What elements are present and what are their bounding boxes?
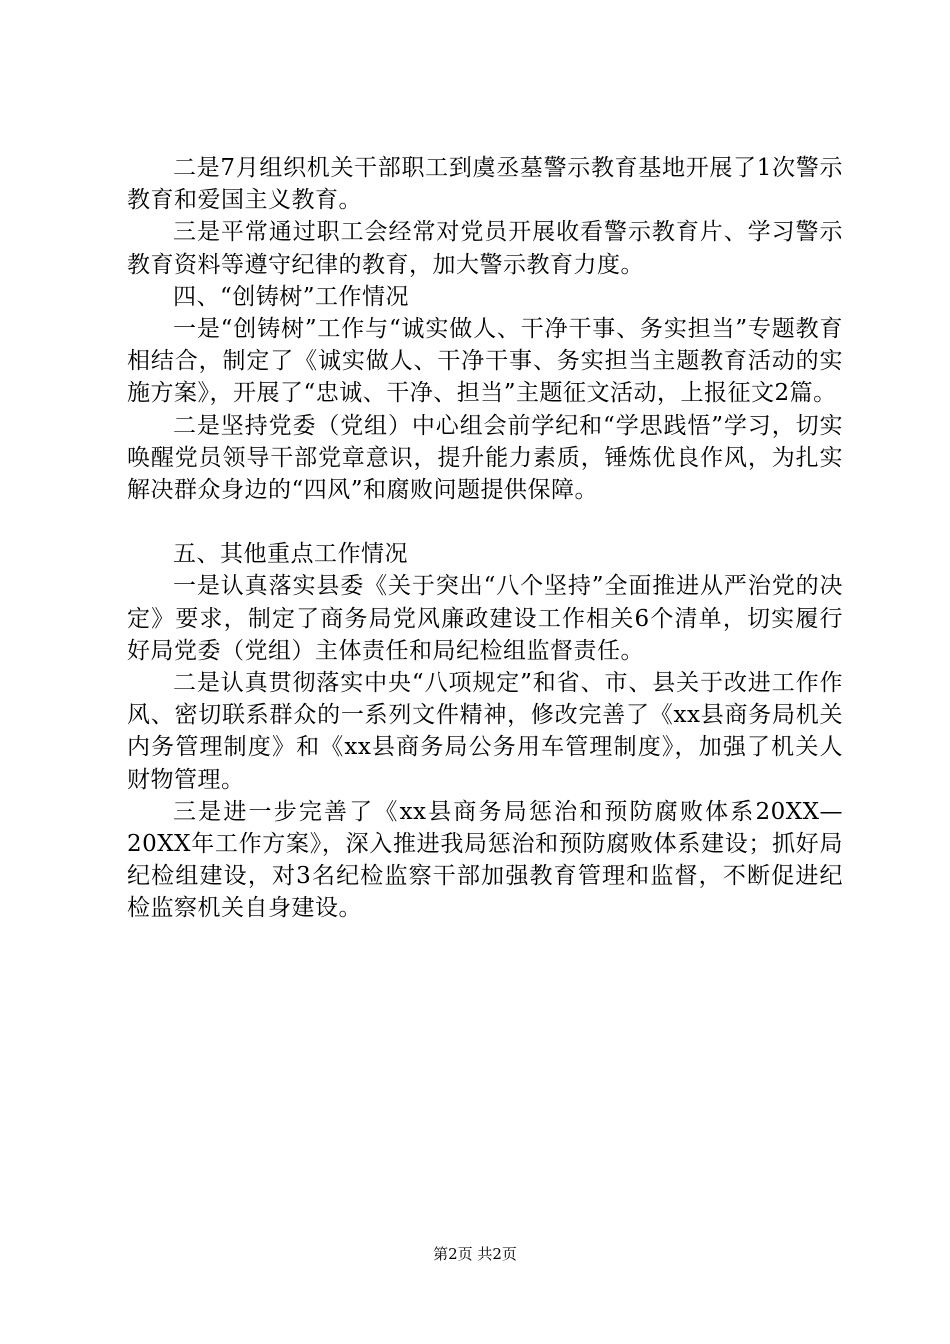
section-heading-chuang-zhu-shu: 四、“创铸树”工作情况 [173, 283, 410, 310]
paragraph-chuang-zhu-shu-first: 一是“创铸树”工作与“诚实做人、干净干事、务实担当”专题教育相结合，制定了《诚实做人、干净干事、务实担当主题教育活动的实施方案》，开展了“忠诚、干净、担当”主题征文活动，上报征文2篇。 [127, 316, 843, 407]
page-number-label: 第2页 共2页 [433, 1245, 517, 1263]
document-body [127, 152, 843, 925]
paragraph-other-work-third: 三是进一步完善了《xx县商务局惩治和预防腐败体系20XX—20XX年工作方案》，深入推进我局惩治和预防腐败体系建设；抓好局纪检组建设，对3名纪检监察干部加强教育管理和监督，不断促进纪检监察机关自身建设。 [127, 798, 843, 922]
paragraph-chuang-zhu-shu-second: 二是坚持党委（党组）中心组会前学纪和“学思践悟”学习，切实唤醒党员领导干部党章意识，提升能力素质，锤炼优良作风，为扎实解决群众身边的“四风”和腐败问题提供保障。 [127, 412, 843, 504]
page-footer [0, 1244, 950, 1264]
paragraph-warning-education-films: 三是平常通过职工会经常对党员开展收看警示教育片、学习警示教育资料等遵守纪律的教育，加大警示教育力度。 [127, 219, 843, 278]
paragraph-other-work-second: 二是认真贯彻落实中央“八项规定”和省、市、县关于改进工作作风、密切联系群众的一系列文件精神，修改完善了《xx县商务局机关内务管理制度》和《xx县商务局公务用车管理制度》，加强了机关人财物管理。 [127, 670, 843, 793]
paragraph-other-work-first: 一是认真落实县委《关于突出“八个坚持”全面推进从严治党的决定》要求，制定了商务局党风廉政建设工作相关6个清单，切实履行好局党委（党组）主体责任和局纪检组监督责任。 [127, 573, 843, 664]
paragraph-warning-education-base: 二是7月组织机关干部职工到虞丞墓警示教育基地开展了1次警示教育和爱国主义教育。 [127, 155, 843, 214]
section-heading-other-key-work: 五、其他重点工作情况 [173, 541, 408, 568]
